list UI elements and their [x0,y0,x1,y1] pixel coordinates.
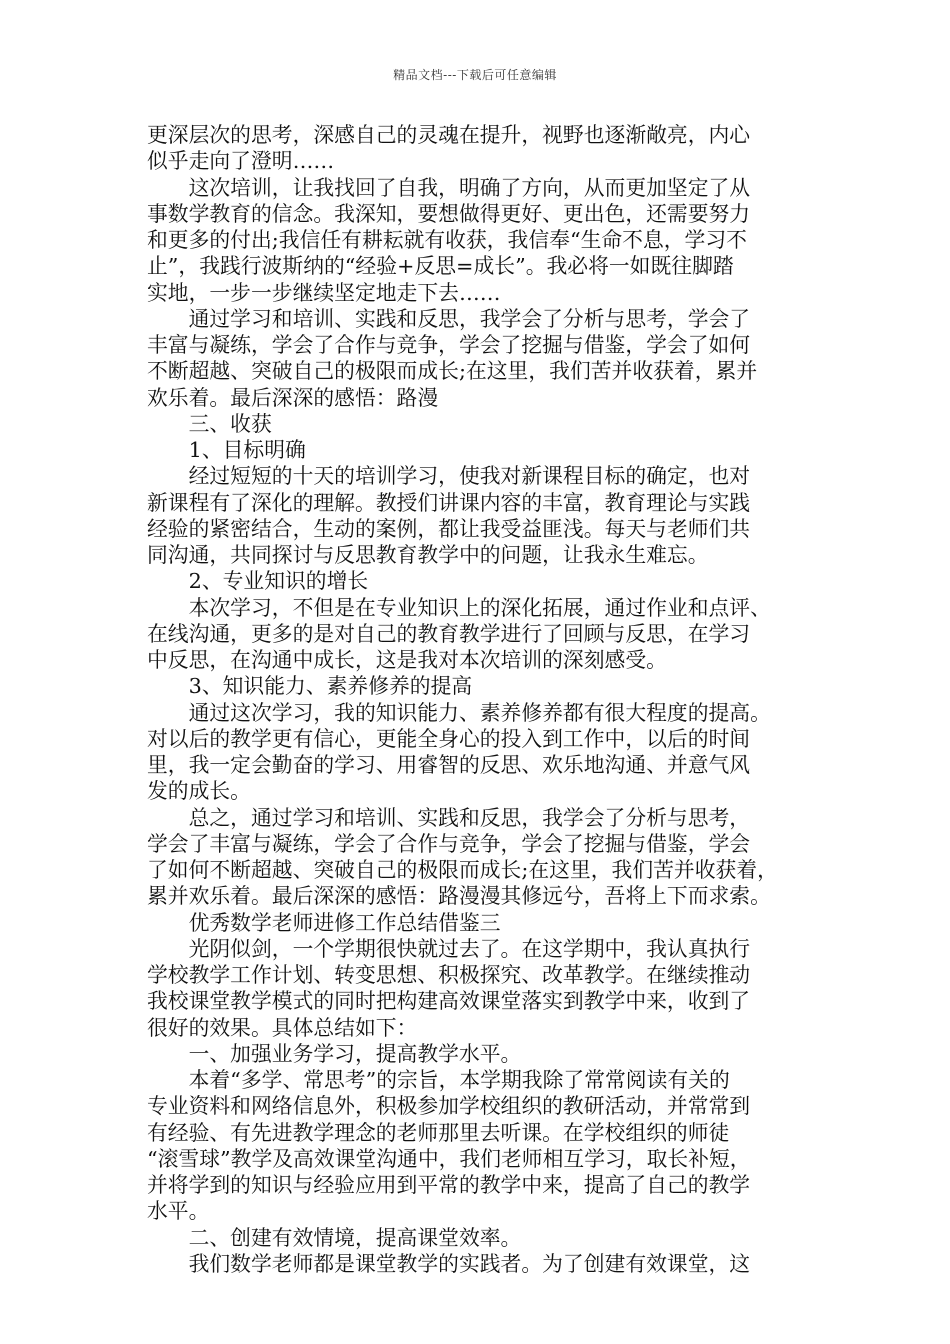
text-line: 和更多的付出;我信任有耕耘就有收获，我信奉“生命不息，学习不 [147,228,747,252]
document-body [147,122,813,1277]
text-line: 不断超越、突破自己的极限而成长;在这里，我们苦并收获着，累并 [147,359,758,384]
text-line: 累并欢乐着。最后深深的感悟：路漫漫其修远兮，吾将上下而求索。 [147,884,771,909]
text-line: 这次培训，让我找回了自我，明确了方向，从而更加坚定了从 [147,175,751,200]
text-line: 我们数学老师都是课堂教学的实践者。为了创建有效课堂，这 [147,1251,751,1276]
text-line: 本次学习，不但是在专业知识上的深化拓展，通过作业和点评、 [147,595,771,620]
text-line: 欢乐着。最后深深的感悟：路漫 [147,385,439,410]
text-line: 实地，一步一步继续坚定地走下去…… [147,280,501,305]
text-line: 一、加强业务学习，提高教学水平。 [147,1041,522,1066]
text-line: 发的成长。 [147,779,251,804]
text-line: 本着“多学、常思考”的宗旨，本学期我除了常常阅读有关的 [147,1068,730,1092]
text-line: 新课程有了深化的理解。教授们讲课内容的丰富，教育理论与实践 [147,490,751,515]
text-line: 止”，我践行波斯纳的“经验+反思=成长”。我必将一如既往脚踏 [147,254,734,279]
text-line: 同沟通，共同探讨与反思教育教学中的问题，让我永生难忘。 [147,543,709,567]
text-line: 很好的效果。具体总结如下： [147,1015,418,1040]
text-line: 通过学习和培训、实践和反思，我学会了分析与思考，学会了 [147,306,751,331]
text-line: 并将学到的知识与经验应用到平常的教学中来，提高了自己的教学 [147,1173,751,1197]
text-line: “滚雪球”教学及高效课堂沟通中，我们老师相互学习，取长补短， [147,1146,751,1171]
page-header: 精品文档---下载后可任意编辑 [393,68,557,82]
text-line: 三、收获 [147,411,272,436]
text-line: 中反思，在沟通中成长，这是我对本次培训的深刻感受。 [147,648,667,672]
text-line: 对以后的教学更有信心，更能全身心的投入到工作中，以后的时间 [147,726,751,751]
text-line: 专业资料和网络信息外，积极参加学校组织的教研活动，并常常到 [147,1094,751,1119]
text-line: 通过这次学习，我的知识能力、素养修养都有很大程度的提高。 [147,700,771,725]
text-line: 经验的紧密结合，生动的案例，都让我受益匪浅。每天与老师们共 [147,516,751,541]
text-line: 水平。 [147,1199,210,1224]
text-line: 有经验、有先进教学理念的老师那里去听课。在学校组织的师徒 [147,1120,730,1145]
text-line: 3、知识能力、素养修养的提高 [147,674,473,699]
text-line: 了如何不断超越、突破自己的极限而成长;在这里，我们苦并收获着， [147,858,778,882]
text-line: 优秀数学老师进修工作总结借鉴三 [147,910,501,935]
text-line: 1、目标明确 [147,438,306,462]
text-line: 似乎走向了澄明…… [147,149,335,174]
text-line: 在线沟通，更多的是对自己的教育教学进行了回顾与反思，在学习 [147,621,751,646]
text-line: 2、专业知识的增长 [147,569,369,594]
text-line: 学会了丰富与凝练，学会了合作与竞争，学会了挖掘与借鉴，学会 [147,831,751,856]
text-line: 光阴似剑，一个学期很快就过去了。在这学期中，我认真执行 [147,936,751,961]
text-line: 更深层次的思考，深感自己的灵魂在提升，视野也逐渐敞亮，内心 [147,123,751,147]
text-line: 总之，通过学习和培训、实践和反思，我学会了分析与思考， [147,805,751,830]
text-line: 二、创建有效情境，提高课堂效率。 [147,1225,522,1250]
text-line: 我校课堂教学模式的同时把构建高效课堂落实到教学中来，收到了 [147,989,751,1014]
text-line: 丰富与凝练，学会了合作与竞争，学会了挖掘与借鉴，学会了如何 [147,333,751,357]
text-line: 事数学教育的信念。我深知，要想做得更好、更出色，还需要努力 [147,201,751,226]
text-line: 经过短短的十天的培训学习，使我对新课程目标的确定，也对 [147,464,751,489]
text-line: 学校教学工作计划、转变思想、积极探究、改革教学。在继续推动 [147,963,751,987]
text-line: 里，我一定会勤奋的学习、用睿智的反思、欢乐地沟通、并意气风 [147,753,751,777]
